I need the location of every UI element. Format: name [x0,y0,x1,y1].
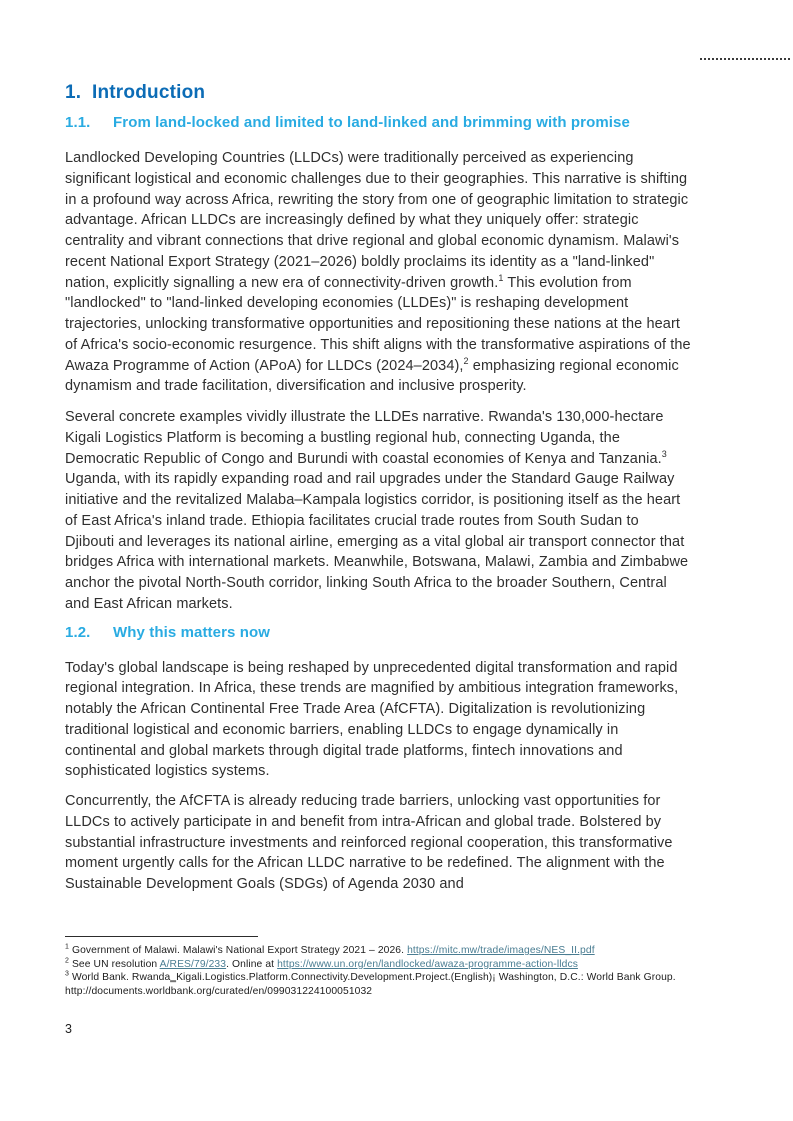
page-number: 3 [65,1022,72,1036]
paragraph-text: emphasizing regional economic dynamism and trade facilitation, diversification and inclusive prosperity. [65,357,679,395]
footnote-marker: 2 [65,957,69,965]
footnote-link-un-resolution[interactable]: A/RES/79/233 [159,958,227,970]
footnote-1 [65,944,713,958]
paragraph-text: Landlocked Developing Countries (LLDCs) were traditionally perceived as experiencing significant logistical and economic challenges due to their geographies. This narrative is shifting in a profound way across Africa, rewriting the story from one of geographic limitation to strategic advantage. African LLDCs are increasingly defined by what they uniquely offer: strategic centrality and vibrant connections that drive regional and global economic dynamism. Malawi's recent National Export Strategy (2021–2026) boldly proclaims its identity as a "land-linked" nation, explicitly signalling a new era of connectivity-driven growth. [65,150,689,291]
subsection-title: From land-locked and limited to land-linked and brimming with promise [113,114,630,131]
paragraph-lldc-narrative [65,148,692,397]
subsection-heading-1-2 [65,624,692,642]
subsection-number: 1.2. [65,623,91,641]
footnote-text: Government of Malawi. Malawi's National Export Strategy 2021 – 2026. [69,945,408,956]
footnote-ref-2: 2 [463,355,469,366]
footnote-marker: 1 [65,943,69,951]
paragraph-text: Uganda, with its rapidly expanding road and rail upgrades under the Standard Gauge Railway initiative and the revitalized Malaba–Kampala logistics corridor, is positioning itself as the heart of East Africa's inland trade. Ethiopia facilitates crucial trade routes from South Sudan to Djibouti and leverages its national airline, emerging as a vital global air transport connector that bridges Africa with international markets. Meanwhile, Botswana, Malawi, Zambia and Zimbabwe anchor the pivotal North-South corridor, linking South Africa to the broader Southern, Central and East African markets. [65,471,689,612]
footnote-text: . Online at [226,958,278,970]
footnote-ref-3: 3 [661,448,667,459]
footnote-3 [65,971,713,998]
paragraph-afcfta: Concurrently, the AfCFTA is already reducing trade barriers, unlocking vast opportunities for LLDCs to actively participate in and benefit from intra-African and global trade. Bolstered by substantial infrastructure investments and reinforced regional cooperation, this transformative moment urgently calls for the African LLDC narrative to be redefined. The alignment with the Sustainable Development Goals (SDGs) of Agenda 2030 and [65,793,673,892]
footnote-link-nes-pdf[interactable]: https://mitc.mw/trade/images/NES_II.pdf [407,945,595,956]
footnote-link-awaza-programme[interactable]: https://www.un.org/en/landlocked/awaza-programme-action-lldcs [277,958,578,970]
paragraph-text: This evolution from "landlocked" to "land-linked developing economies (LLDEs)" is reshaping development trajectories, unlocking transformative opportunities and repositioning these nations at the heart of Africa's socio-economic resurgence. This shift aligns with the transformative aspirations of the Awaza Programme of Action (APoA) for LLDCs (2024–2034), [65,274,691,374]
subsection-heading-1-1 [65,114,692,132]
footnote-text: World Bank. Rwanda‗Kigali.Logistics.Platform.Connectivity.Development.Project.(English)¡ Washington, D.C.: World Bank Group. http://documents.worldbank.org/curated/en/099031224100051032 [65,972,676,997]
section-title: Introduction [92,82,206,103]
footnote-separator [65,936,258,937]
subsection-title: Why this matters now [113,623,271,641]
subsection-number: 1.1. [65,114,91,131]
paragraph-examples [65,407,692,615]
paragraph-global-landscape: Today's global landscape is being reshaped by unprecedented digital transformation and rapid regional integration. In Africa, these trends are magnified by ambitious integration frameworks, notably the African Continental Free Trade Area (AfCFTA). Digitalization is revolutionizing traditional logistical and economic barriers, enabling LLDCs to engage dynamically in continental and global markets through digital trade platforms, fintech innovations and sophisticated logistics systems. [65,659,679,780]
footnote-ref-1: 1 [498,272,504,283]
footnote-2 [65,958,713,972]
page-content [65,0,692,895]
section-number: 1. [65,82,82,103]
paragraph-text: Several concrete examples vividly illustrate the LLDEs narrative. Rwanda's 130,000-hectare Kigali Logistics Platform is becoming a bustling regional hub, connecting Uganda, the Democratic Republic of Congo and Burundi with coastal economies of Kenya and Tanzania. [65,409,664,467]
section-heading-introduction [65,81,692,104]
footnote-text: See UN resolution [69,958,160,970]
footnote-marker: 3 [65,970,69,978]
footnotes-block [65,936,713,998]
dotted-leader [700,58,790,60]
